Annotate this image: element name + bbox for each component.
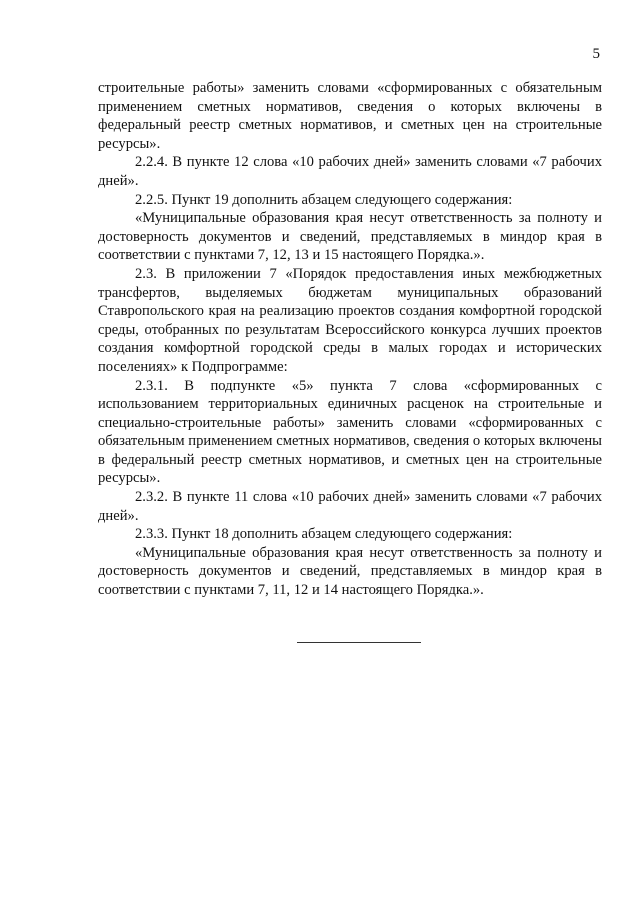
paragraph-7: 2.3.2. В пункте 11 слова «10 рабочих дней» заменить словами «7 рабочих дней». — [98, 489, 602, 524]
paragraph-4: «Муниципальные образования края несут ответственность за полноту и достоверность документов и сведений, представляемых в миндор края в соответствии с пунктами 7, 12, 13 и 15 настоящего Порядка.». — [98, 210, 602, 264]
document-body — [98, 79, 602, 600]
paragraph-3: 2.2.5. Пункт 19 дополнить абзацем следующего содержания: — [135, 191, 513, 208]
page-number: 5 — [592, 46, 600, 62]
end-divider-line — [297, 642, 421, 643]
paragraph-2: 2.2.4. В пункте 12 слова «10 рабочих дней» заменить словами «7 рабочих дней». — [98, 154, 602, 189]
paragraph-5: 2.3. В приложении 7 «Порядок предоставления иных межбюджетных трансфертов, выделяемых бюджетам муниципальных образований Ставропольского края на реализацию проектов создания комфортной городской среды, отобранных по результатам Всероссийского конкурса лучших проектов создания комфортной городской среды в малых городах и исторических поселениях» к Подпрограмме: — [98, 265, 602, 375]
paragraph-1: строительные работы» заменить словами «сформированных с обязательным применением сметных нормативов, сведения о которых включены в федеральный реестр сметных нормативов, и сметных цен на строительные ресурсы». — [98, 80, 602, 152]
paragraph-9: «Муниципальные образования края несут ответственность за полноту и достоверность документов и сведений, представляемых в миндор края в соответствии с пунктами 7, 11, 12 и 14 настоящего Порядка.». — [98, 544, 602, 599]
paragraph-6: 2.3.1. В подпункте «5» пункта 7 слова «сформированных с использованием территориальных единичных расценок на строительные и специально-строительные работы» заменить словами «сформированных с обязательным применением сметных нормативов, сведения о которых включены в федеральный реестр сметных нормативов, и сметных цен на строительные ресурсы». — [98, 377, 602, 487]
paragraph-8: 2.3.3. Пункт 18 дополнить абзацем следующего содержания: — [135, 526, 513, 543]
